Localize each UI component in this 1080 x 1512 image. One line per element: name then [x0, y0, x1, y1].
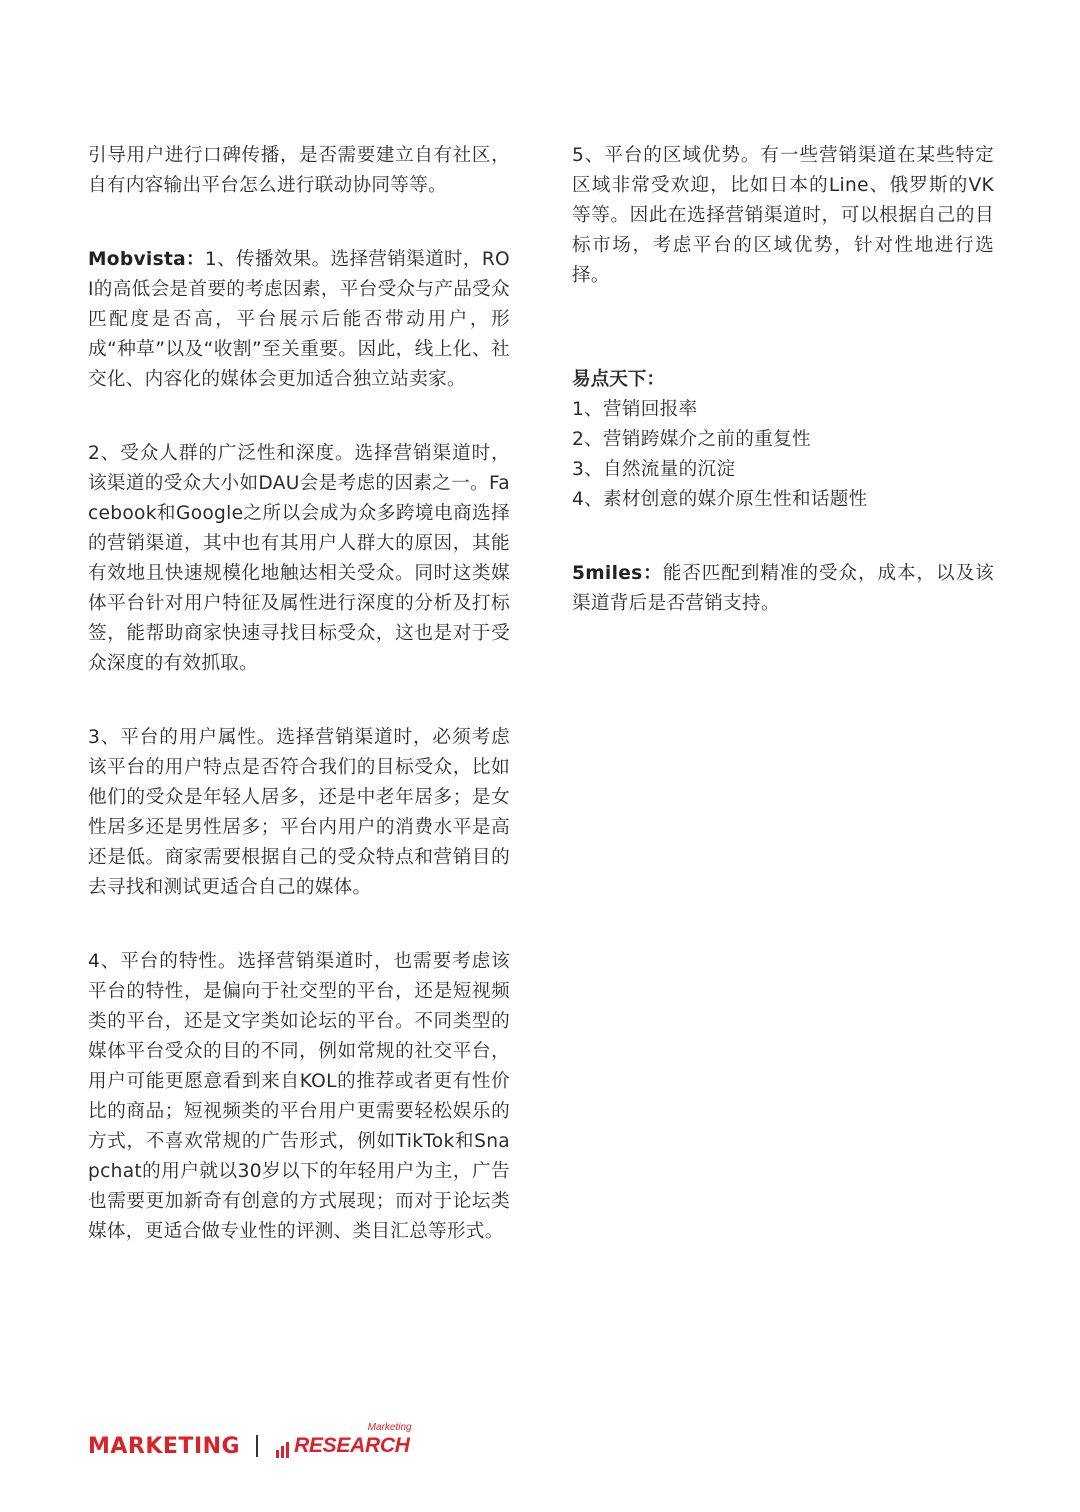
bars-icon: [276, 1442, 291, 1458]
research-logo-text: RESEARCH: [294, 1434, 410, 1457]
left-column: [88, 141, 510, 1291]
fivemiles-text: 能否匹配到精准的受众，成本，以及该渠道背后是否营销支持。: [572, 563, 994, 614]
paragraph-intro: 引导用户进行口碑传播，是否需要建立自有社区，自有内容输出平台怎么进行联动协同等等。: [88, 145, 510, 196]
list-item: 1、营销回报率: [572, 399, 698, 420]
yidian-list: [572, 395, 994, 515]
list-item: 4、素材创意的媒介原生性和话题性: [572, 489, 868, 510]
paragraph-mobvista: [88, 245, 510, 395]
mobvista-point-1: 1、传播效果。选择营销渠道时，ROI的高低会是首要的考虑因素，平台受众与产品受众匹配度是否高，平台展示后能否带动用户，形成“种草”以及“收割”至关重要。因此，线上化、社交化、内容化的媒体会更加适合独立站卖家。: [88, 249, 510, 390]
marketing-logo: MARKETING: [88, 1433, 241, 1459]
research-logo: [276, 1422, 412, 1458]
paragraph-5miles: [572, 559, 994, 619]
fivemiles-label: 5miles：: [572, 563, 663, 584]
yidian-heading: 易点天下：: [572, 369, 665, 390]
research-logo-small: Marketing: [367, 1422, 412, 1433]
logo-divider: [256, 1435, 258, 1457]
paragraph-point-2: 2、受众人群的广泛性和深度。选择营销渠道时，该渠道的受众大小如DAU会是考虑的因素之一。Facebook和Google之所以会成为众多跨境电商选择的营销渠道，其中也有其用户人群大的原因，其能有效地且快速规模化地触达相关受众。同时这类媒体平台针对用户特征及属性进行深度的分析及打标签，能帮助商家快速寻找目标受众，这也是对于受众深度的有效抓取。: [88, 443, 510, 674]
list-item: 2、营销跨媒介之前的重复性: [572, 429, 811, 450]
paragraph-point-3: 3、平台的用户属性。选择营销渠道时，必须考虑该平台的用户特点是否符合我们的目标受众，比如他们的受众是年轻人居多，还是中老年居多；是女性居多还是男性居多；平台内用户的消费水平是高还是低。商家需要根据自己的受众特点和营销目的去寻找和测试更适合自己的媒体。: [88, 727, 510, 898]
footer-logos: [88, 1422, 412, 1466]
list-item: 3、自然流量的沉淀: [572, 459, 736, 480]
paragraph-point-5: 5、平台的区域优势。有一些营销渠道在某些特定区域非常受欢迎，比如日本的Line、俄罗斯的VK等等。因此在选择营销渠道时，可以根据自己的目标市场，考虑平台的区域优势，针对性地进行选择。: [572, 145, 994, 286]
paragraph-point-4: 4、平台的特性。选择营销渠道时，也需要考虑该平台的特性，是偏向于社交型的平台，还是短视频类的平台，还是文字类如论坛的平台。不同类型的媒体平台受众的目的不同，例如常规的社交平台，用户可能更愿意看到来自KOL的推荐或者更有性价比的商品；短视频类的平台用户更需要轻松娱乐的方式，不喜欢常规的广告形式，例如TikTok和Snapchat的用户就以30岁以下的年轻用户为主，广告也需要更加新奇有创意的方式展现；而对于论坛类媒体，更适合做专业性的评测、类目汇总等形式。: [88, 951, 510, 1242]
right-column: [572, 141, 994, 663]
mobvista-label: Mobvista：: [88, 249, 205, 270]
